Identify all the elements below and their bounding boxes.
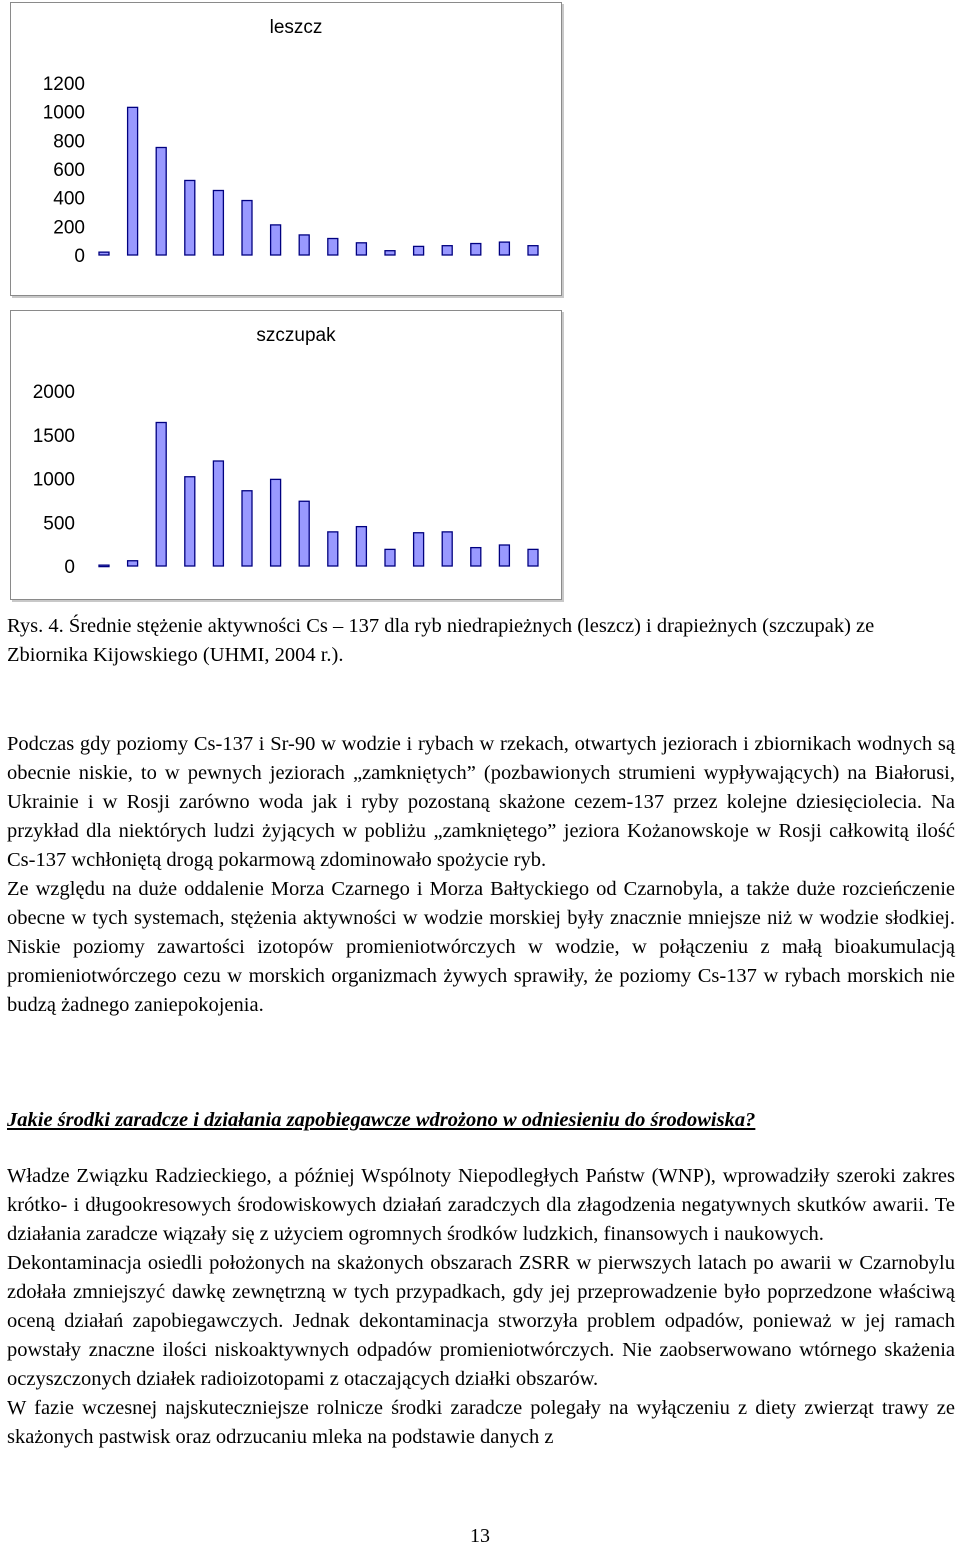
bar-14 (471, 548, 481, 566)
bar-5 (213, 461, 223, 566)
bar-8 (299, 235, 309, 255)
bar-15 (499, 242, 509, 255)
bar-9 (328, 532, 338, 566)
y-tick-label: 800 (53, 131, 85, 153)
bar-2 (128, 107, 138, 255)
bar-1 (99, 565, 109, 567)
bar-6 (242, 491, 252, 566)
bar-3 (156, 423, 166, 567)
bar-13 (442, 246, 452, 255)
bar-16 (528, 549, 538, 566)
bar-6 (242, 201, 252, 255)
bar-8 (299, 501, 309, 566)
bar-4 (185, 180, 195, 255)
paragraph: W fazie wczesnej najskuteczniejsze rolnicze środki zaradcze polegały na wyłączeniu z diety zwierząt trawy ze skażonych pastwisk oraz odrzucaniu mleka na podstawie danych z (7, 1397, 955, 1448)
bar-12 (414, 246, 424, 255)
chart-title: leszcz (269, 17, 323, 38)
bar-4 (185, 477, 195, 566)
bar-14 (471, 244, 481, 255)
y-tick-label: 400 (53, 188, 85, 210)
bar-16 (528, 246, 538, 255)
y-tick-label: 1200 (42, 74, 85, 95)
y-tick-label: 0 (74, 246, 85, 267)
paragraph: Podczas gdy poziomy Cs-137 i Sr-90 w wodzie i rybach w rzekach, otwartych jeziorach i zbiornikach wodnych są obecnie niskie, to w pewnych jeziorach „zamkniętych” (pozbawionych strumieni wypływających) na Białorusi, Ukrainie i w Rosji zarówno woda jak i ryby pozostaną skażone cezem-137 przez kolejne dziesięciolecia. Na przykład dla niektórych ludzi żyjących w pobliżu „zamkniętego” jeziora Kożanowskoje w Rosji całkowitą ilość Cs-137 wchłoniętą drogą pokarmową zdominowało spożycie ryb. (7, 733, 955, 871)
bar-2 (128, 561, 138, 566)
bar-15 (499, 545, 509, 566)
y-tick-label: 1000 (42, 102, 85, 124)
y-tick-label: 1000 (32, 469, 75, 491)
figure-caption: Rys. 4. Średnie stężenie aktywności Cs – 137 dla ryb niedrapieżnych (leszcz) i drapieżnych (szczupak) ze Zbiornika Kijowskiego (UHMI, 2004 r.). (7, 615, 875, 666)
paragraph: Władze Związku Radzieckiego, a później Wspólnoty Niepodległych Państw (WNP), wprowadziły szeroki zakres krótko- i długookresowych środowiskowych działań zaradczych dla złagodzenia negatywnych skutków awarii. Te działania zaradcze wiązały się z użyciem ogromnych środków ludzkich, finansowych i naukowych. (7, 1165, 955, 1245)
chart-szczupak-svg (11, 311, 561, 599)
body-text (7, 730, 955, 1020)
bar-9 (328, 239, 338, 255)
bar-10 (356, 243, 366, 255)
bar-7 (271, 225, 281, 255)
bar-10 (356, 527, 366, 566)
bar-7 (271, 479, 281, 566)
chart-leszcz-svg (11, 3, 561, 295)
y-tick-label: 600 (53, 160, 85, 181)
section-question: Jakie środki zaradcze i działania zapobiegawcze wdrożono w odniesieniu do środowiska? (7, 1109, 756, 1131)
body-text-measures (7, 1162, 955, 1452)
y-tick-label: 500 (43, 513, 75, 535)
page-number: 13 (470, 1525, 490, 1547)
bar-1 (99, 252, 109, 255)
bar-5 (213, 191, 223, 256)
bar-12 (414, 533, 424, 566)
bar-11 (385, 251, 395, 255)
paragraph: Dekontaminacja osiedli położonych na skażonych obszarach ZSRR w pierwszych latach po awarii w Czarnobylu zdołała zmniejszyć dawkę zewnętrzną w tych przypadkach, gdy jej przeprowadzenie było poprzedzone właściwą oceną działań zapobiegawczych. Jednak dekontaminacja stworzyła problem odpadów, ponieważ w jej ramach powstały znaczne ilości niskoaktywnych odpadów promieniotwórczych. Nie zaobserwowano wtórnego skażenia oczyszczonych działek radioizotopami z otaczających działki obszarów. (7, 1252, 955, 1390)
chart-szczupak (10, 310, 562, 600)
y-tick-label: 200 (53, 217, 85, 239)
y-tick-label: 1500 (32, 425, 75, 447)
y-tick-label: 2000 (32, 382, 75, 403)
bar-3 (156, 148, 166, 256)
paragraph: Ze względu na duże oddalenie Morza Czarnego i Morza Bałtyckiego od Czarnobyla, a także duże rozcieńczenie obecne w tych systemach, stężenia aktywności w wodzie morskiej były znacznie mniejsze niż w wodzie słodkiej. Niskie poziomy zawartości izotopów promieniotwórczych w wodzie, w połączeniu z małą bioakumulacją promieniotwórczego cezu w morskich organizmach żywych sprawiły, że poziomy Cs-137 w rybach morskich nie budzą żadnego zaniepokojenia. (7, 878, 955, 1016)
y-tick-label: 0 (64, 557, 75, 578)
chart-title: szczupak (256, 325, 336, 346)
bar-13 (442, 532, 452, 566)
chart-leszcz (10, 2, 562, 296)
bar-11 (385, 549, 395, 566)
